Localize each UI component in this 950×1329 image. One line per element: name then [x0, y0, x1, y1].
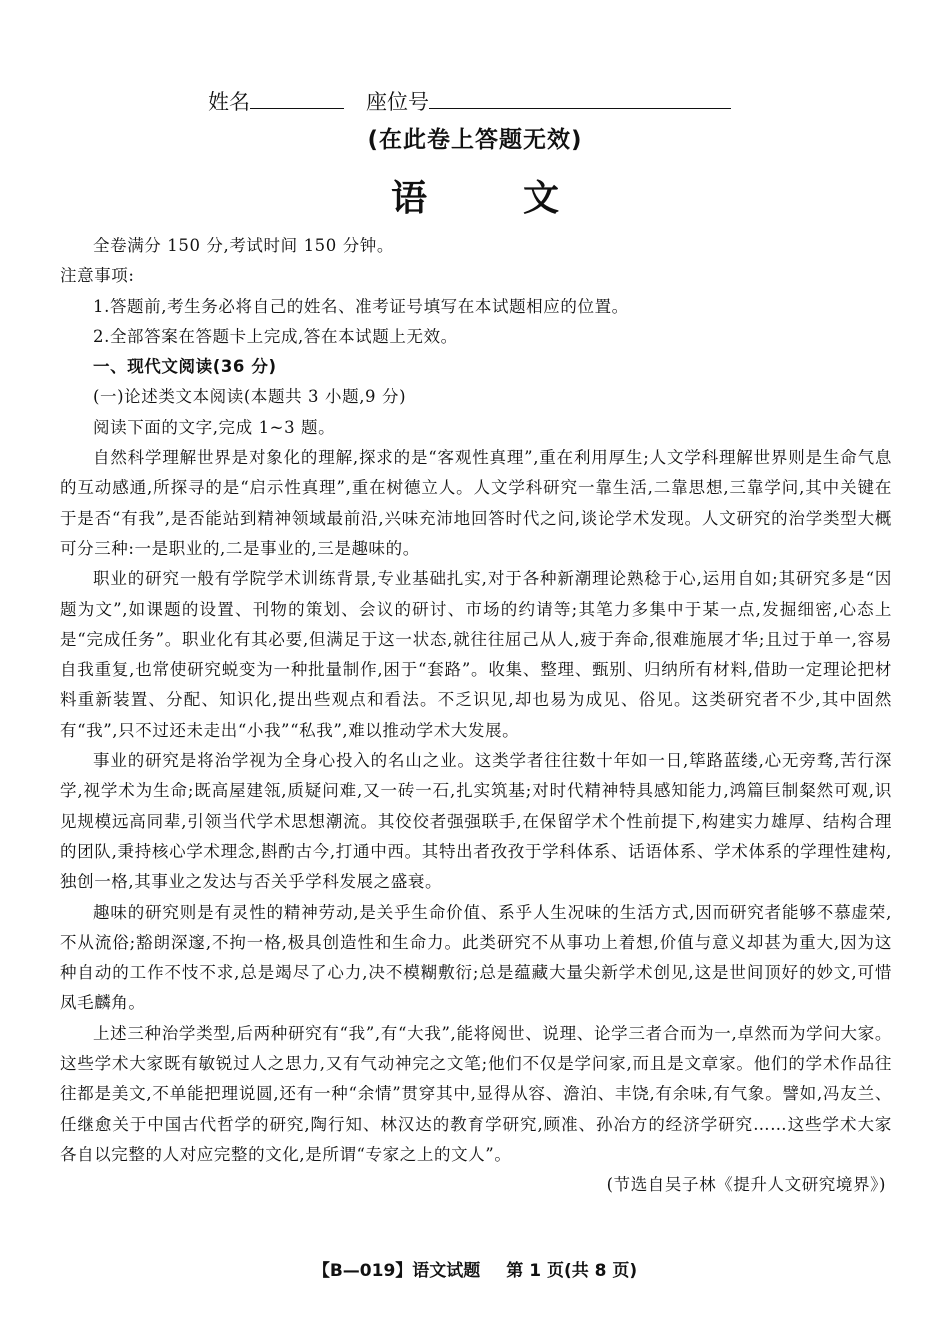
footer-page-number: 第 1 页(共 8 页)	[506, 1261, 638, 1281]
reading-instruction: 阅读下面的文字,完成 1~3 题。	[93, 417, 336, 437]
section-heading: 一、现代文阅读(36 分)	[93, 357, 277, 377]
passage-source: (节选自吴子林《提升人文研究境界》)	[606, 1175, 886, 1195]
subject-title: 语文	[390, 177, 655, 219]
seat-blank	[429, 86, 731, 109]
exam-score-time: 全卷满分 150 分,考试时间 150 分钟。	[93, 236, 395, 255]
passage-paragraph-3: 事业的研究是将治学视为全身心投入的名山之业。这类学者往往数十年如一日,筚路蓝缕,心无旁骛,苦行深学,视学术为生命;既高屋建瓴,质疑问难,又一砖一石,扎实筑基;对时代精神特具感知能力,鸿篇巨制粲然可观,识见规模远高同辈,引领当代学术思想潮流。其佼佼者强强联手,在保留学术个性前提下,构建实力雄厚、结构合理的团队,秉持核心学术理念,斟酌古今,打通中西。其特出者孜孜于学科体系、话语体系、学术体系的学理性建构,独创一格,其事业之发达与否关乎学科发展之盛衰。	[60, 751, 892, 892]
passage-paragraph-4: 趣味的研究则是有灵性的精神劳动,是关乎生命价值、系乎人生况味的生活方式,因而研究者能够不慕虚荣,不从流俗;豁朗深邃,不拘一格,极具创造性和生命力。此类研究不从事功上着想,价值与意义却甚为重大,因为这种自动的工作不忮不求,总是竭尽了心力,决不模糊敷衍;总是蕴藏大量尖新学术创见,这是世间顶好的妙文,可惜凤毛麟角。	[60, 902, 892, 1013]
notes-label: 注意事项:	[60, 266, 135, 286]
name-blank	[250, 86, 344, 109]
invalid-answer-notice: (在此卷上答题无效)	[367, 127, 583, 153]
seat-label: 座位号	[366, 90, 429, 114]
passage-paragraph-5: 上述三种治学类型,后两种研究有“我”,有“大我”,能将阅世、说理、论学三者合而为一,卓然而为学问大家。这些学术大家既有敏锐过人之思力,又有气动神完之文笔;他们不仅是学问家,而且是文章家。他们的学术作品往往都是美文,不单能把理说圆,还有一种“余情”贯穿其中,显得从容、澹泊、丰饶,有余味,有气象。譬如,冯友兰、任继愈关于中国古代哲学的研究,陶行知、林汉达的教育学研究,顾准、孙冶方的经济学研究……这些学术大家各自以完整的人对应完整的文化,是所谓“专家之上的文人”。	[60, 1023, 892, 1164]
footer-code: 【B—019】语文试题	[312, 1261, 481, 1281]
student-info-line	[208, 86, 753, 116]
passage-paragraph-1: 自然科学理解世界是对象化的理解,探求的是“客观性真理”,重在利用厚生;人文学科理解世界则是生命气息的互动感通,所探寻的是“启示性真理”,重在树德立人。人文学科研究一靠生活,二靠思想,三靠学问,其中关键在于是否“有我”,是否能站到精神领域最前沿,兴味充沛地回答时代之问,谈论学术发现。人文研究的治学类型大概可分三种:一是职业的,二是事业的,三是趣味的。	[60, 448, 892, 558]
note-item-2: 2.全部答案在答题卡上完成,答在本试题上无效。	[93, 326, 458, 346]
exam-body	[60, 231, 892, 1201]
sub-section-heading: (一)论述类文本阅读(本题共 3 小题,9 分)	[93, 387, 407, 407]
name-label: 姓名	[208, 90, 250, 114]
page-footer	[0, 1256, 950, 1281]
passage-paragraph-2: 职业的研究一般有学院学术训练背景,专业基础扎实,对于各种新潮理论熟稔于心,运用自如;其研究多是“因题为文”,如课题的设置、刊物的策划、会议的研讨、市场的约请等;其笔力多集中于某一点,发掘细密,心态上是“完成任务”。职业化有其必要,但满足于这一状态,就往往屈己从人,疲于奔命,很难施展才华;且过于单一,容易自我重复,也常使研究蜕变为一种批量制作,困于“套路”。收集、整理、甄别、归纳所有材料,借助一定理论把材料重新装置、分配、知识化,提出些观点和看法。不乏识见,却也易为成见、俗见。这类研究者不少,其中固然有“我”,只不过还未走出“小我”“私我”,难以推动学术大发展。	[60, 569, 892, 740]
note-item-1: 1.答题前,考生务必将自己的姓名、准考证号填写在本试题相应的位置。	[93, 296, 629, 316]
